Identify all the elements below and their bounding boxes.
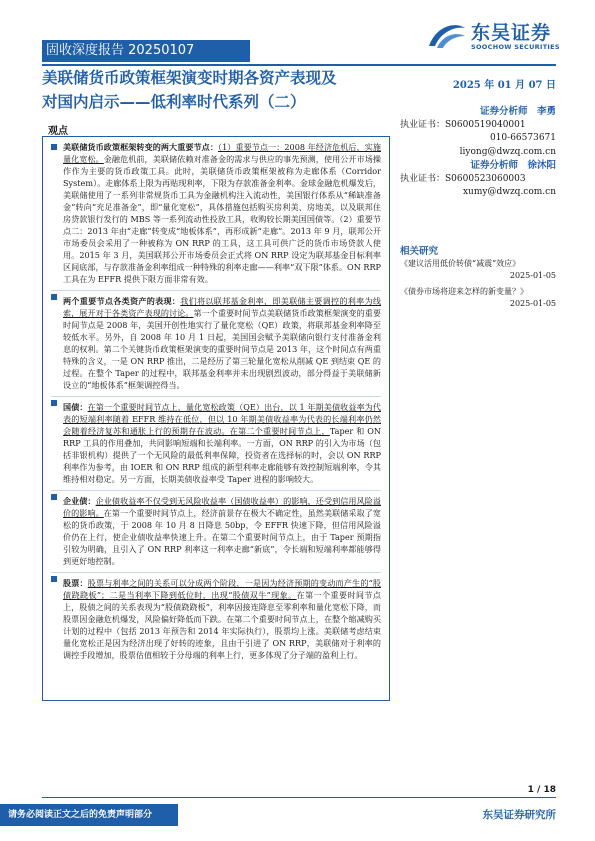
related-research-list xyxy=(400,258,556,314)
square-bullet-icon xyxy=(51,400,57,406)
analyst-2-role: 证券分析师 徐沐阳 xyxy=(470,160,556,171)
viewpoint-paragraph xyxy=(51,396,381,485)
disclaimer-note[interactable]: 请务必阅读正文之后的免责声明部分 xyxy=(0,804,178,826)
related-research-title: 相关研究 xyxy=(400,246,439,257)
related-item-date: 2025-01-05 xyxy=(509,271,556,280)
title-line-2: 对国内启示——低利率时代系列（二） xyxy=(42,93,306,111)
related-item-title[interactable]: 《建议活用低价转债“减震”效应》 xyxy=(400,259,521,268)
related-item[interactable] xyxy=(400,258,556,282)
square-bullet-icon xyxy=(51,576,57,582)
viewpoint-paragraph xyxy=(51,141,381,285)
paragraph-highlight: （1）重要节点一：2008 年经济危机后，实施量化宽松。 xyxy=(63,142,381,164)
footer-divider xyxy=(42,797,556,798)
title-line-1: 美联储货币政策框架演变时期各资产表现及 xyxy=(42,69,337,87)
report-title xyxy=(42,66,412,114)
analyst-1-role: 证券分析师 李勇 xyxy=(479,106,556,117)
paragraph-body: 金融危机前，美联储依赖对准备金的需求与供应的事先预测，使用公开市场操作作为主要的货币政策工具。此时，美联储货币政策框架被称为走廊体系（Corridor System）。走廊体系上限为再贴现利率，下限为存款准备金利率。金球金融危机爆发后，美联储使用了一系列非常规货币工具为金融机构注入流动性，美国银行体系从“稀缺准备金”转向“充足准备金”，即“量化宽松”，具体措施包括购买房利美、房地美，以及联邦住房贷款银行发行的 MBS 等一系列流动性投放工具，收购较长期美国国债等。（2）重要节点二：2013 年由“走廊”转变成“地板体系”，再形成新“走廊”。2013 年 9 月，联邦公开市场委员会采用了一种被称为 ON RRP 的工具，这工具可供广泛的货币市场贷款人使用。2015 年 3 月，美国联邦公开市场委员会正式将 ON RRP 设定为联邦基金目标利率区间底部，与存款准备金利率组成一种特殊的利率走廊——利率“双下限”体系。ON RRP 工具在为 EFFR 提供下限方面非常有效。 xyxy=(63,154,381,284)
viewpoint-paragraph xyxy=(51,490,381,567)
analyst-info xyxy=(400,105,556,200)
paragraph-body: 在第一个重要时间节点上，经济前景存在极大不确定性，虽然美联储采取了宽松的货币政策，于 2008 年 10 月 8 日降息 50bp，令 EFFR 快速下降，但信用风险溢价仍在上行，使企业债收益率快速上升。在第二个重要时间节点上，由于 Taper 预期指引较为明确，且引入了 ON RRP 利率这一利率走廊“新底”，令长端和短端利率都能够得到更好地控制。 xyxy=(63,508,381,566)
analyst-2-cert: 执业证书：S0600523060003 xyxy=(400,173,526,184)
company-logo xyxy=(427,18,560,52)
paragraph-body: Taper 和 ON RRP 工具的作用叠加，共同影响短端和长端利率。一方面，ON RRP 的引入为市场（包括非银机构）提供了一个无风险的最低利率保障，投资者在选择标的时，会以 ON RRP 利率作为参考，由 IOER 和 ON RRP 组成的新型利率走廊能够有效控制短端利率，令其维持相对稳定。另一方面，长期美债收益率受 Taper 进程的影响较大。 xyxy=(63,426,381,484)
square-bullet-icon xyxy=(51,294,57,300)
paragraph-lead: 美联储货币政策框架转变的两大重要节点： xyxy=(63,142,218,152)
report-date: 2025 年 01 月 07 日 xyxy=(452,80,556,91)
paragraph-lead: 国债： xyxy=(63,402,88,412)
square-bullet-icon xyxy=(51,494,57,500)
viewpoint-label: 观点 xyxy=(48,126,68,137)
paragraph-lead: 股票： xyxy=(63,578,88,588)
logo-name-en: SOOCHOW SECURITIES xyxy=(471,43,560,51)
paragraph-highlight: 股票与利率之间的关系可以分成两个阶段，一是因为经济预期的变动而产生的“股债跷跷板”；二是当利率下降到低位时，出现“股债双牛”现象。 xyxy=(63,578,381,600)
logo-name-cn: 东吴证券 xyxy=(471,22,552,44)
page-number: 1 / 18 xyxy=(527,785,556,795)
paragraph-highlight: 在第一个重要时间节点上，量化宽松政策（QE）出台，以 1 年期美债收益率为代表的短端利率随着 EFFR 维持在低位，但以 10 年期美债收益率为代表的长端利率仍然会随着经济复苏和通胀上行的预期存在波动。在第二个重要时间节点上， xyxy=(63,402,381,436)
research-institute: 东吴证券研究所 xyxy=(482,809,556,821)
paragraph-lead: 两个重要节点各类资产的表现： xyxy=(63,296,181,306)
analyst-1-cert: 执业证书：S0600519040001 xyxy=(400,119,526,130)
paragraph-lead: 企业债： xyxy=(63,496,96,506)
analyst-1-email[interactable]: liyong@dwzq.com.cn xyxy=(459,146,556,157)
logo-mark-icon xyxy=(427,20,467,50)
paragraph-highlight: 企业债收益率不仅受到无风险收益率（国债收益率）的影响，还受到信用风险溢价的影响。 xyxy=(63,496,381,518)
viewpoint-paragraph xyxy=(51,572,381,661)
report-type-banner: 固收深度报告 20250107 xyxy=(42,40,250,62)
viewpoint-paragraph xyxy=(51,290,381,391)
related-item-date: 2025-01-05 xyxy=(509,299,556,308)
square-bullet-icon xyxy=(51,144,57,150)
related-item[interactable] xyxy=(400,286,556,310)
paragraph-highlight: 我们将以联邦基金利率，即美联储主要调控的利率为线索，展开对于各类资产表现的讨论。 xyxy=(63,296,381,318)
paragraph-body: 在第一个重要时间节点上，股债之间的关系表现为“股债跷跷板”，利率因接连降息至零利率和量化宽松下降，而股票因金融危机爆发，风险偏好降低而下跌。在第二个重要时间节点上，在整个缩减购买计划的过程中（包括 2013 年预告和 2014 年实际执行），股票均上涨。美联储考虑结束量化宽松正是因为经济出现了好转的迹象，且由于引进了 ON RRP，美联储对于利率的调控手段增加，股票估值相较于分母端的利率上行，更多体现了分子端的盈利上行。 xyxy=(63,590,381,660)
related-item-title[interactable]: 《债券市场将迎来怎样的新变量？》 xyxy=(400,287,528,296)
analyst-2-email[interactable]: xumy@dwzq.com.cn xyxy=(462,187,556,197)
analyst-1-phone: 010-66573671 xyxy=(489,133,556,143)
viewpoint-box xyxy=(42,136,390,701)
paragraph-body: 第一个重要时间节点美联储货币政策框架演变的重要时间节点是 2008 年，美国开创性地实行了量化宽松（QE）政策，将联邦基金利率降至较低水平。另外，自 2008 年 10 月 1 日起，美国国会赋予美联储向银行支付准备金利息的权利。第二个关键货币政策框架演变的重要时间节点是 2013 年，这个时间点有两重特殊的含义，一是 ON RRP 推出，二是经历了第三轮量化宽松从削减 QE 到结束 QE 的过程。在整个 Taper 的过程中，联邦基金利率并未出现剧烈波动，部分得益于美联储新设立的“地板体系”框架调控得当。 xyxy=(63,308,381,390)
